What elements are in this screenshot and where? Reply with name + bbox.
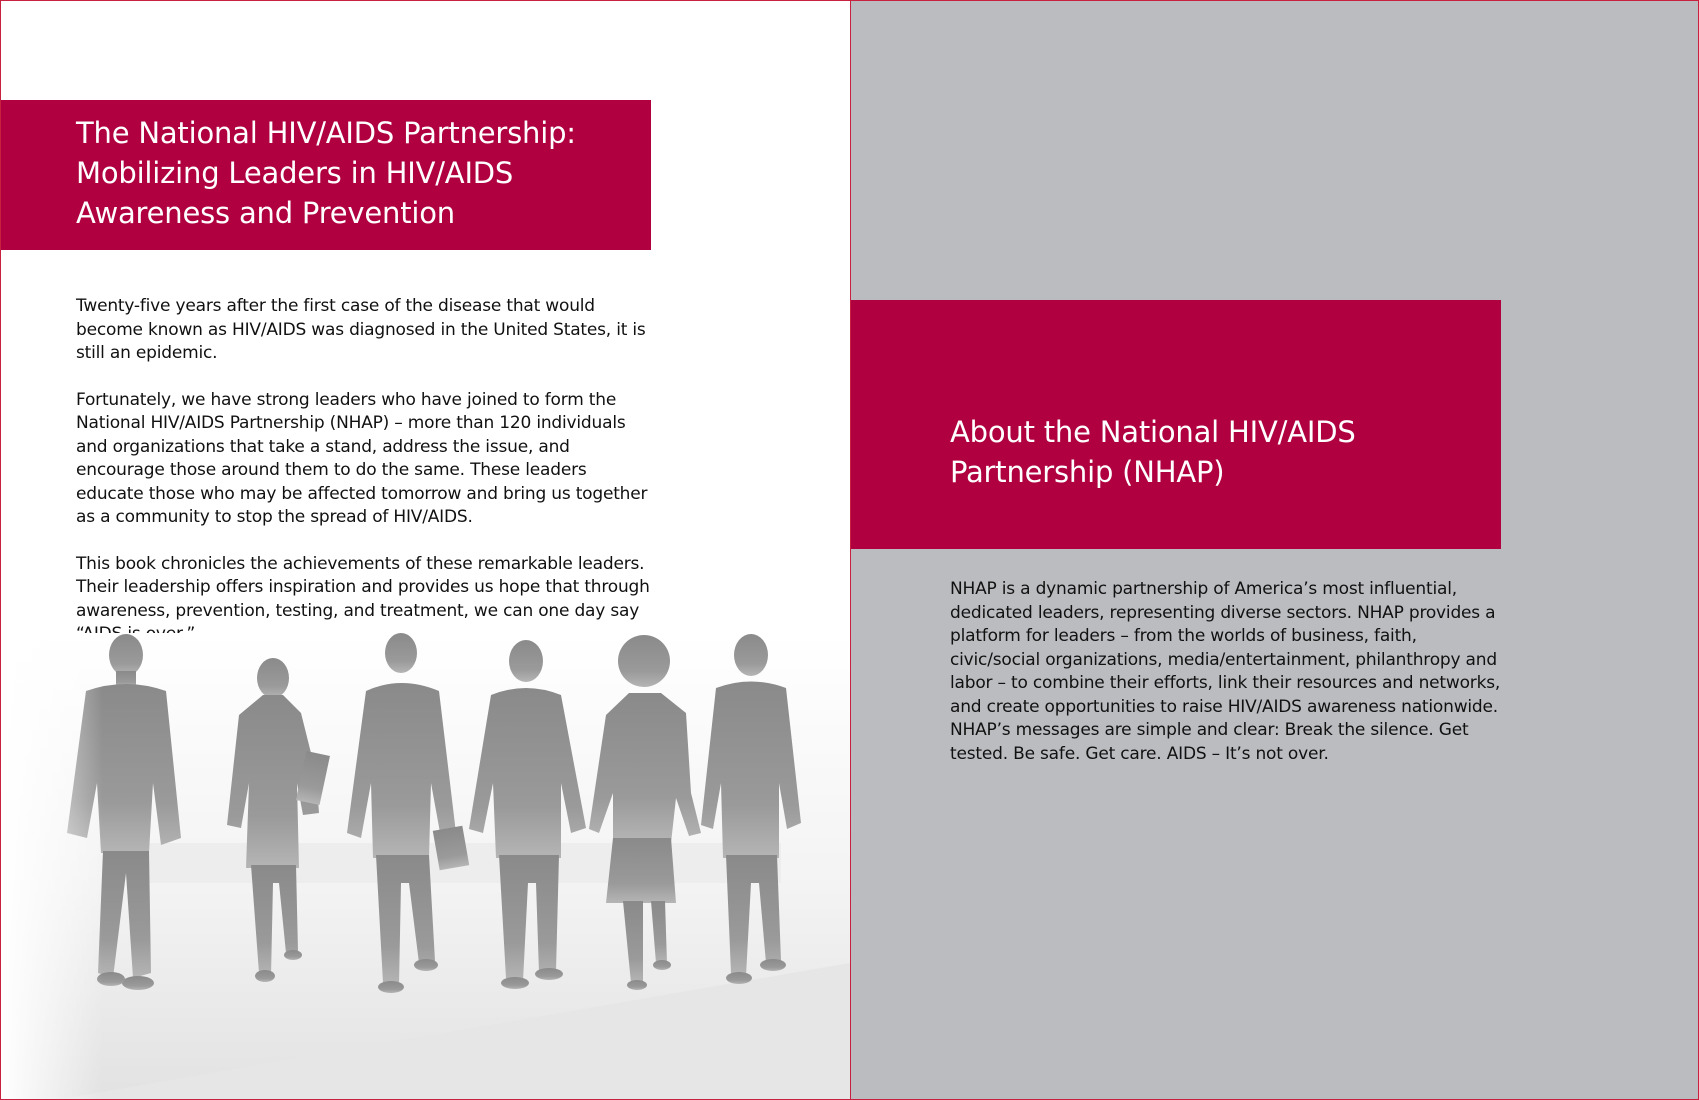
right-body-text	[950, 578, 1510, 789]
left-paragraph-1: Twenty-five years after the first case of the disease that would become known as HIV/AIDS was diagnosed in the United States, it is still an epidemic.	[76, 296, 646, 363]
right-paragraph: NHAP is a dynamic partnership of America’s most influential, dedicated leaders, representing diverse sectors. NHAP provides a platform for leaders – from the worlds of business, faith, civic/social organizations, media/entertainment, philanthropy and labor – to combine their efforts, link their resources and networks, and create opportunities to raise HIV/AIDS awareness nationwide. NHAP’s messages are simple and clear: Break the silence. Get tested. Be safe. Get care. AIDS – It’s not over.	[950, 579, 1501, 764]
left-page	[1, 1, 850, 1099]
walking-leaders-photo	[1, 633, 850, 1099]
right-title-line-1: About the National HIV/AIDS	[950, 415, 1356, 449]
left-title-line-2: Mobilizing Leaders in HIV/AIDS	[76, 156, 514, 190]
left-title-line-3: Awareness and Prevention	[76, 196, 455, 230]
right-title-band	[851, 300, 1501, 549]
right-title-line-2: Partnership (NHAP)	[950, 455, 1225, 489]
left-page-title	[76, 113, 631, 233]
left-title-line-1: The National HIV/AIDS Partnership:	[76, 116, 576, 150]
left-paragraph-2: Fortunately, we have strong leaders who have joined to form the National HIV/AIDS Partnership (NHAP) – more than 120 individuals and organizations that take a stand, address the issue, and encourage those around them to do the same. These leaders educate those who may be affected tomorrow and bring us together as a community to stop the spread of HIV/AIDS.	[76, 389, 648, 527]
left-title-band	[1, 100, 651, 250]
right-page	[850, 1, 1698, 1099]
walking-leaders-illustration	[1, 633, 850, 1099]
left-paragraph-3: This book chronicles the achievements of these remarkable leaders. Their leadership offers inspiration and provides us hope that through awareness, prevention, testing, and treatment, we can one day say	[76, 553, 650, 621]
right-page-title	[950, 412, 1481, 492]
left-body-text	[76, 295, 656, 670]
